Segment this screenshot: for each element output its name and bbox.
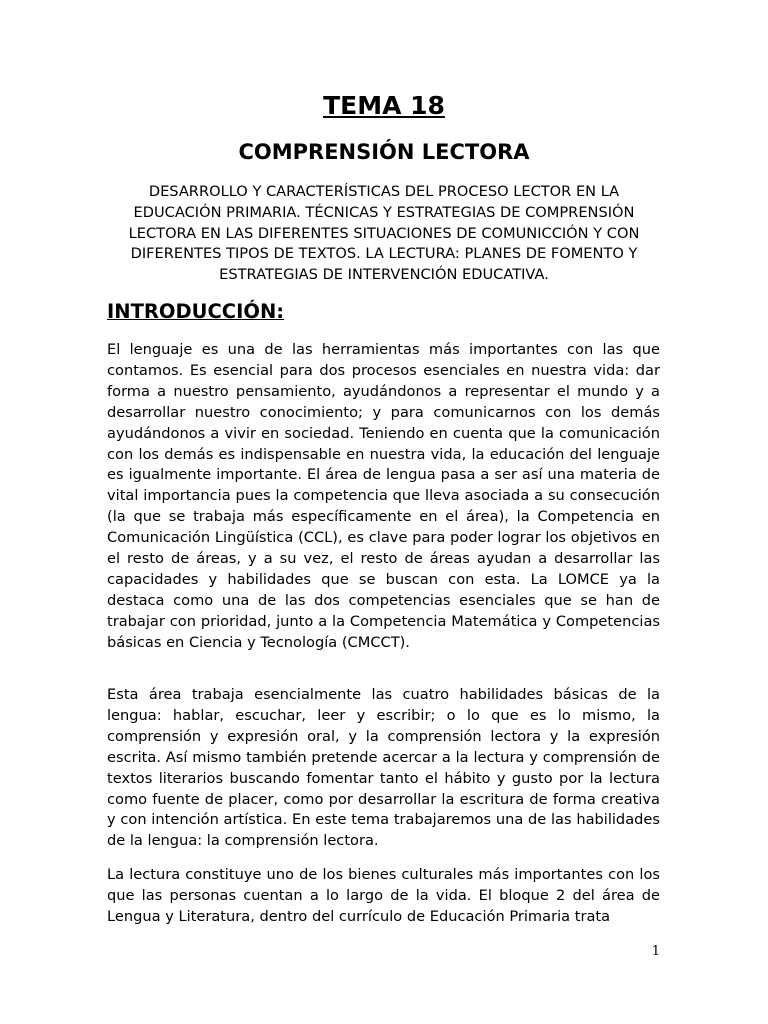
document-subtitle: COMPRENSIÓN LECTORA [238,140,530,164]
paragraph: La lectura constituye uno de los bienes culturales más importantes con los que las personas cuentan a lo largo de la vida. El bloque 2 del área de Lengua y Literatura, dentro del currículo de Educación Primaria trata [107,866,660,925]
page-number: 1 [651,944,660,959]
paragraph: Esta área trabaja esencialmente las cuatro habilidades básicas de la lengua: hablar, escuchar, leer y escribir; o lo que es lo mismo, la comprensión y expresión oral, y la comprensión lectora y la expresión escrita. Así mismo también pretende acercar a la lectura y comprensión de textos literarios buscando fomentar tanto el hábito y gusto por la lectura como fuente de placer, como por desarrollar la escritura de forma creativa y con intención artística. En este tema trabajaremos una de las habilidades de la lengua: la comprensión lectora. [107,686,660,850]
document-title: TEMA 18 [323,91,445,120]
topic-description: DESARROLLO Y CARACTERÍSTICAS DEL PROCESO LECTOR EN LA EDUCACIÓN PRIMARIA. TÉCNICAS Y ESTRATEGIAS DE COMPRENSIÓN LECTORA EN LAS DIFERENTES SITUACIONES DE COMUNICCIÓN Y CON DIFERENTES TIPOS DE TEXTOS. LA LECTURA: PLANES DE FOMENTO Y ESTRATEGIAS DE INTERVENCIÓN EDUCATIVA. [128,183,640,284]
section-heading-introduccion: INTRODUCCIÓN: [107,300,285,323]
paragraph: El lenguaje es una de las herramientas más importantes con las que contamos. Es esencial para dos procesos esenciales en nuestra vida: dar forma a nuestro pensamiento, ayudándonos a representar el mundo y a desarrollar nuestro conocimiento; y para comunicarnos con los demás ayudándonos a vivir en sociedad. Teniendo en cuenta que la comunicación con los demás es indispensable en nuestra vida, la educación del lenguaje es igualmente importante. El área de lengua pasa a ser así una materia de vital importancia pues la competencia que lleva asociada a su consecución (la que se trabaja más específicamente en el área), la Competencia en Comunicación Lingüística (CCL), es clave para poder lograr los objetivos en el resto de áreas, y a su vez, el resto de áreas ayudan a desarrollar las capacidades y habilidades que se buscan con esta. La LOMCE ya la destaca como una de las dos competencias esenciales que se han de trabajar con prioridad, junto a la Competencia Matemática y Competencias básicas en Ciencia y Tecnología (CMCCT). [107,341,660,651]
